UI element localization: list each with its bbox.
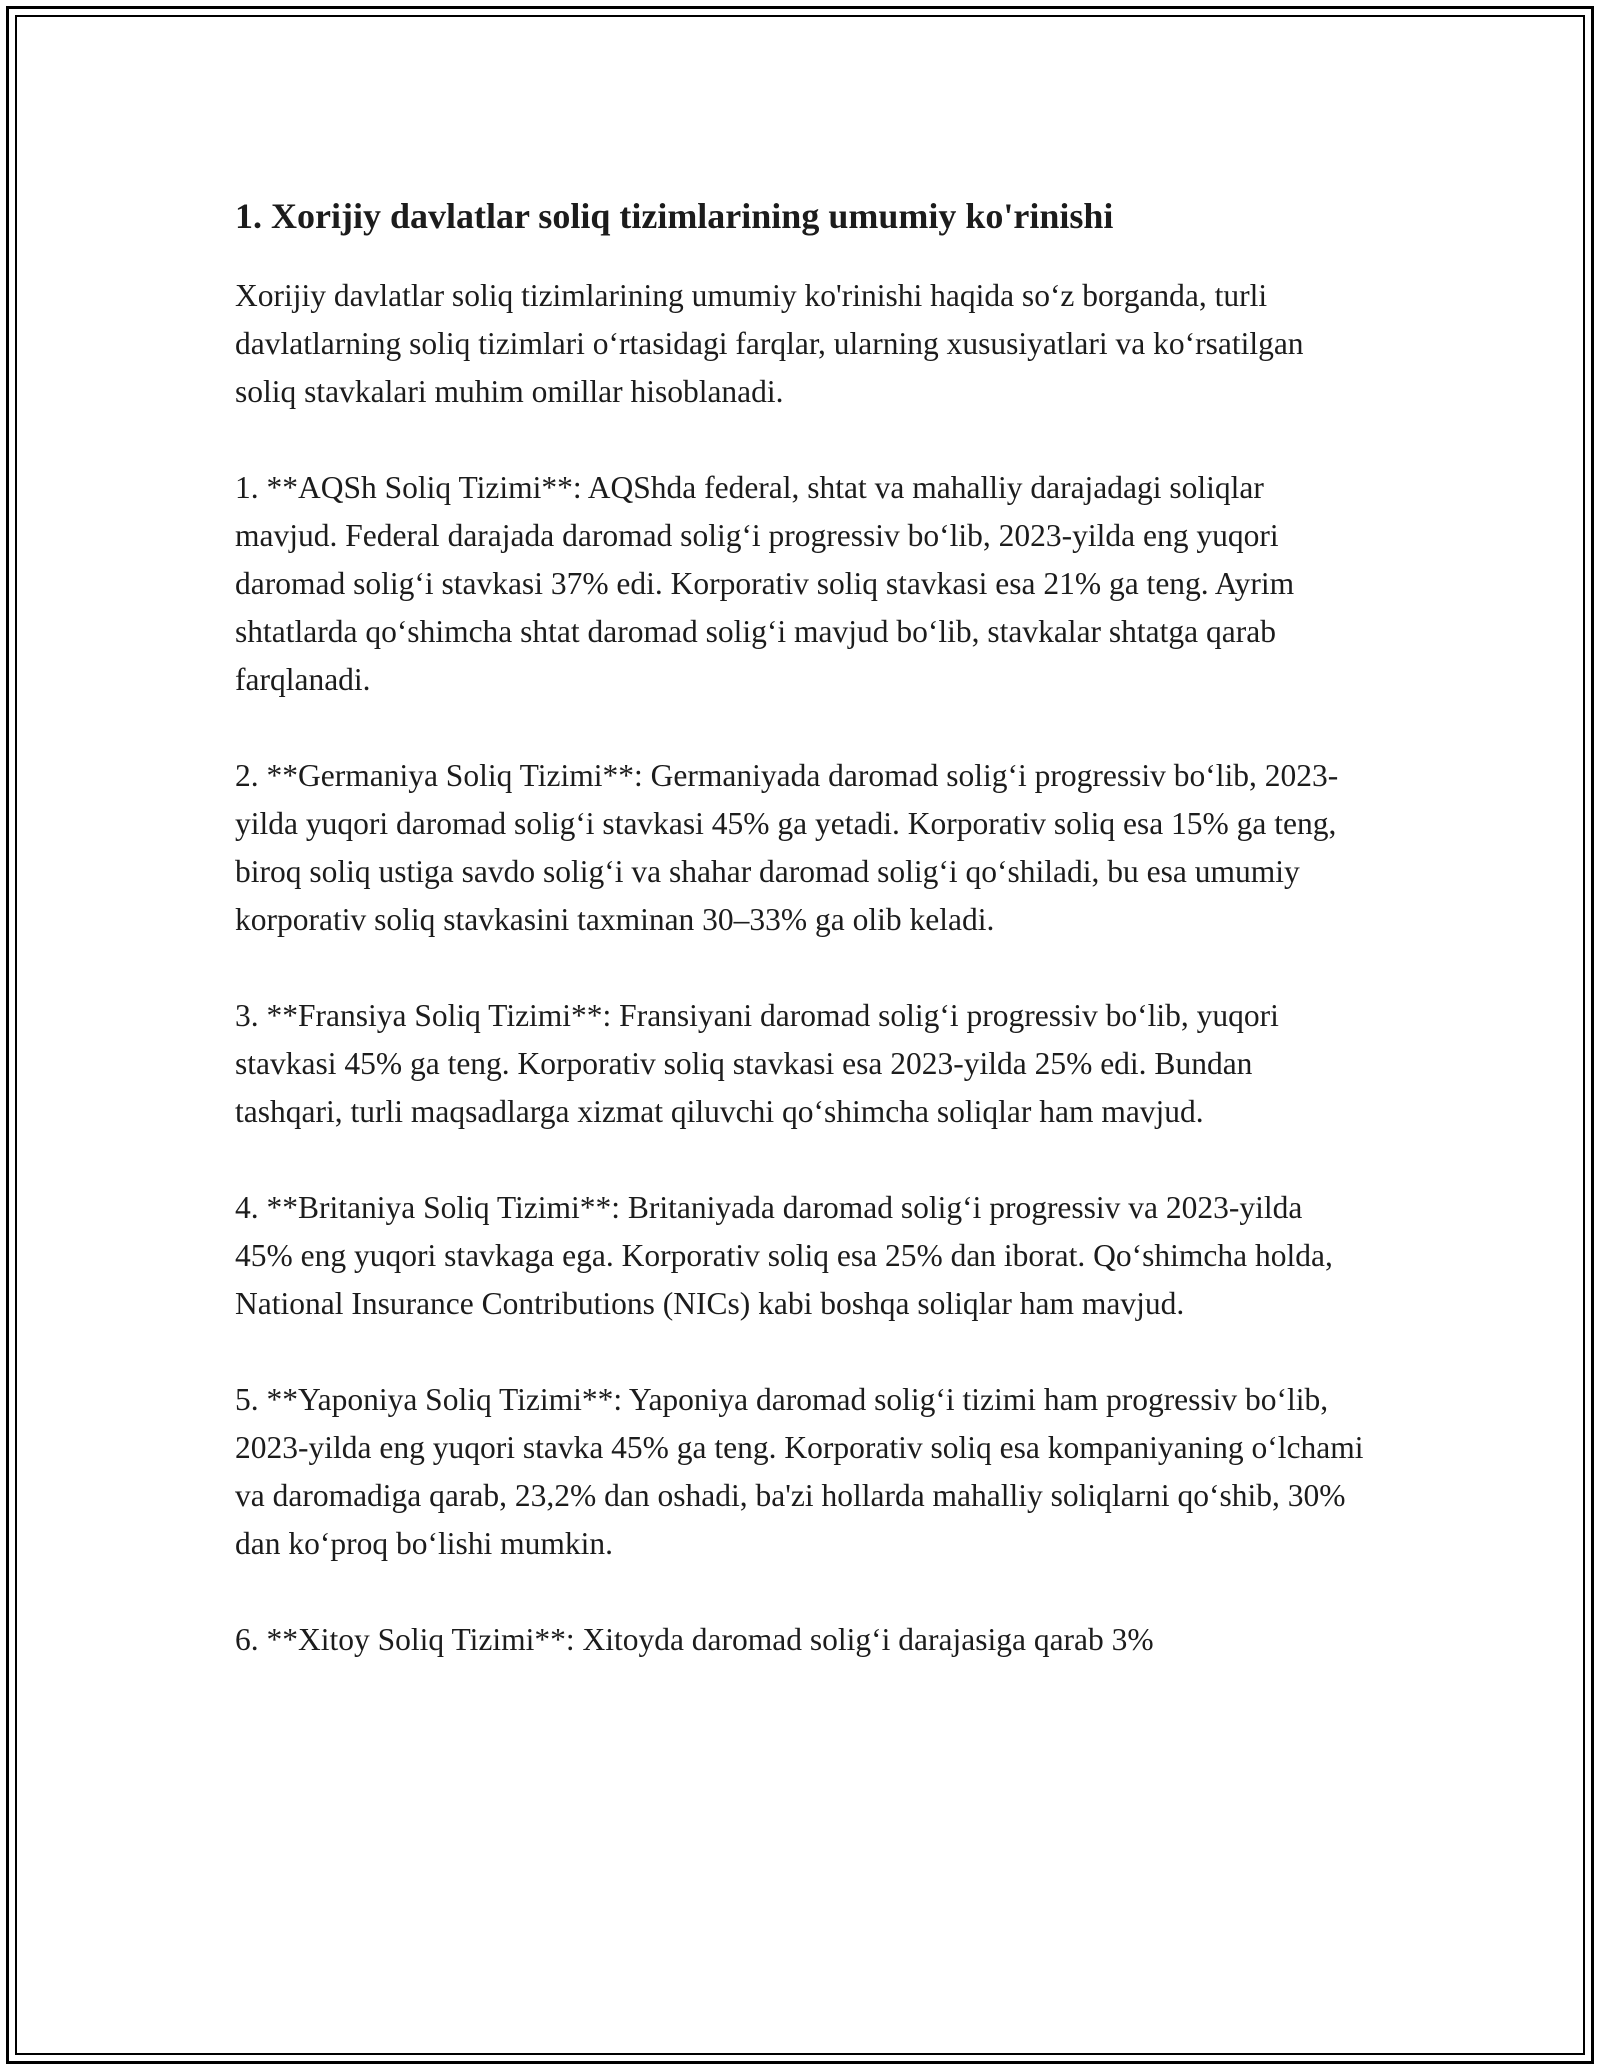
document-body <box>235 188 1365 1664</box>
list-item-usa: 1. **AQSh Soliq Tizimi**: AQShda federal, shtat va mahalliy darajadagi soliqlar mavjud. Federal darajada daromad solig‘i progressiv bo‘lib, 2023-yilda eng yuqori daromad solig‘i stavkasi 37% edi. Korporativ soliq stavkasi esa 21% ga teng. Ayrim shtatlarda qo‘shimcha shtat daromad solig‘i mavjud bo‘lib, stavkalar shtatga qarab farqlanadi. <box>235 470 1295 697</box>
intro-paragraph: Xorijiy davlatlar soliq tizimlarining umumiy ko'rinishi haqida so‘z borganda, turli davlatlarning soliq tizimlari o‘rtasidagi farqlar, ularning xususiyatlari va ko‘rsatilgan soliq stavkalari muhim omillar hisoblanadi. <box>235 278 1304 409</box>
list-item-france: 3. **Fransiya Soliq Tizimi**: Fransiyani daromad solig‘i progressiv bo‘lib, yuqori stavkasi 45% ga teng. Korporativ soliq stavkasi esa 2023-yilda 25% edi. Bundan tashqari, turli maqsadlarga xizmat qiluvchi qo‘shimcha soliqlar ham mavjud. <box>235 998 1279 1129</box>
section-heading: 1. Xorijiy davlatlar soliq tizimlarining umumiy ko'rinishi <box>235 196 1114 236</box>
list-item-japan: 5. **Yaponiya Soliq Tizimi**: Yaponiya daromad solig‘i tizimi ham progressiv bo‘lib, 2023-yilda eng yuqori stavka 45% ga teng. Korporativ soliq esa kompaniyaning o‘lchami va daromadiga qarab, 23,2% dan oshadi, ba'zi hollarda mahalliy soliqlarni qo‘shib, 30% dan ko‘proq bo‘lishi mumkin. <box>235 1382 1364 1561</box>
list-item-britain: 4. **Britaniya Soliq Tizimi**: Britaniyada daromad solig‘i progressiv va 2023-yilda 45% eng yuqori stavkaga ega. Korporativ soliq esa 25% dan iborat. Qo‘shimcha holda, National Insurance Contributions (NICs) kabi boshqa soliqlar ham mavjud. <box>235 1190 1333 1321</box>
list-item-china: 6. **Xitoy Soliq Tizimi**: Xitoyda daromad solig‘i darajasiga qarab 3% <box>235 1622 1154 1657</box>
list-item-germany: 2. **Germaniya Soliq Tizimi**: Germaniyada daromad solig‘i progressiv bo‘lib, 2023-yilda yuqori daromad solig‘i stavkasi 45% ga yetadi. Korporativ soliq esa 15% ga teng, biroq soliq ustiga savdo solig‘i va shahar daromad solig‘i qo‘shiladi, bu esa umumiy korporativ soliq stavkasini taxminan 30–33% ga olib keladi. <box>235 758 1339 937</box>
